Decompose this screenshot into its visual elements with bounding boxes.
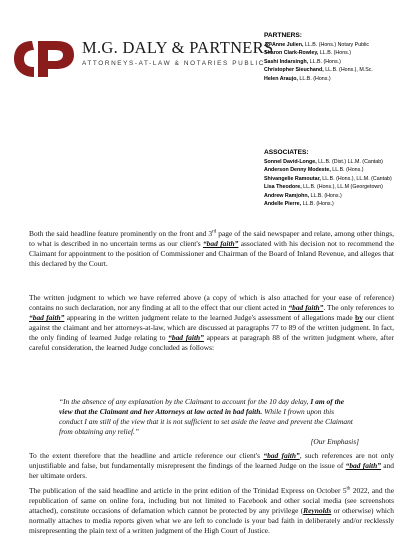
associate-entry (264, 158, 414, 166)
text-run: . The only references to (323, 303, 394, 313)
text-run: appearing in the written judgment relate to the learned Judge's assessment of allegations made (64, 313, 356, 323)
associate-credentials: LL.B. (Hons.), LL.M (Georgetown) (301, 184, 383, 191)
partner-name: Sharon Clark-Rowley, (264, 50, 319, 57)
firm-subtitle: ATTORNEYS-AT-LAW & NOTARIES PUBLIC (82, 60, 265, 67)
partner-entry (264, 66, 414, 74)
quote-line: While I frown upon this conduct I am still of the view that it is not sufficient to set aside the leave and prevent the Claimant from obtaining any relief.” (59, 407, 353, 437)
associate-name: Andrew Ramjohn, (264, 192, 310, 199)
associate-name: Sonnel David-Longe, (264, 159, 317, 165)
associate-credentials: LL.B. (Hons.) (301, 201, 334, 208)
text-run: 2022, and the republication of same on online fora, including but not limited to Facebook and other social media (see screenshots attached), constitute occasions of defamation which cannot be protected by any privilege ( (29, 486, 394, 516)
text-run: The publication of the said headline and article in the print edition of the Trinidad Express on October 5 (29, 486, 347, 495)
paragraph-headline (29, 229, 394, 269)
reynolds-privilege: Reynolds (303, 506, 332, 516)
judgment-quote (59, 397, 359, 447)
partners-heading: PARTNERS: (264, 32, 302, 39)
partner-name: Helen Araujo, (264, 75, 298, 82)
bad-faith-term: “bad faith” (263, 451, 300, 460)
ordinal-suffix: rd (212, 229, 217, 235)
firm-name: M.G. DALY & PARTNERS (82, 38, 274, 57)
partner-entry (264, 58, 414, 66)
our-emphasis-note: [Our Emphasis] (310, 437, 359, 447)
paragraph-extent (29, 451, 394, 481)
quote-line: “In the absence of any explanation by the Claimant to account for the 10 day delay, (59, 397, 309, 406)
partner-credentials: LL.B. (Hons.) (297, 75, 331, 82)
associates-heading: ASSOCIATES: (264, 149, 309, 156)
partner-credentials: LL.B. (Hons.) (308, 58, 341, 65)
text-run: or otherwise) which normally attaches to media reports given what we are left to conclude is your bad faith in deliberately and/or recklessly misrepresenting the plain text of a written judgment of the High Court of Justice. (29, 506, 394, 536)
text-run: , such references are not only unjustifiable and false, but fundamentally misrepresent the findings of the learned Judge on the issue of (29, 451, 394, 471)
associate-name: Shivangelie Ramoutar, (264, 175, 321, 182)
associate-name: Andelle Pierre, (264, 201, 302, 208)
text-run: The written judgment to which we have referred above (a copy of which is also attached for your ease of reference) contains no such declaration, nor any finding at all to the effect that our client acted in (29, 293, 394, 313)
text-run: To the extent therefore that the headline and article reference our client's (29, 451, 264, 460)
paragraph-judgment (29, 293, 394, 354)
associate-entry (264, 166, 414, 174)
associate-name: Anderson Denny Modeste, (264, 167, 331, 174)
text-run: our client against the claimant and her attorneys-at-law, which are discussed at paragraphs 77 to 89 of the written judgment. In fact, the only finding of learned Judge relating to (29, 313, 395, 343)
associate-name: Lisa Theodore, (264, 184, 302, 191)
bad-faith-term: “bad faith” (29, 313, 65, 323)
text-run: associated with his decision not to recommend the Claimant for appointment to the position of Commissioner and Chairman of the Board of Inland Revenue, and alleges that this declared by the Court. (29, 239, 394, 269)
firm-logo-icon (12, 33, 76, 81)
emphasis-by: by (355, 313, 363, 323)
partner-credentials: LL.B. (Hons.) (318, 50, 352, 57)
associate-credentials: LL.B. (Dist.) LL.M. (Cantab) (316, 159, 383, 165)
partners-list (264, 31, 414, 83)
associate-entry (264, 175, 414, 183)
partner-credentials: LL.B. (Hons.) Notary Public (303, 42, 370, 48)
partner-entry (264, 41, 414, 49)
associate-entry (264, 183, 414, 191)
associate-entry (264, 200, 414, 208)
partner-name: Jo-Anne Julien, (264, 42, 304, 48)
text-run: and her ultimate orders. (29, 461, 395, 481)
quote-emphasis: I am of the view that the Claimant and her Attorneys at law acted in bad faith. (59, 397, 345, 417)
bad-faith-term: “bad faith” (345, 461, 381, 471)
associate-credentials: LL.B. (Hons.) (330, 167, 364, 174)
bad-faith-term: “bad faith” (168, 333, 204, 343)
text-run: page of the said newspaper and relate, among other things, to what is described in no uncertain terms as our client's (29, 229, 394, 249)
paragraph-publication (29, 486, 394, 536)
associate-credentials: LL.B. (Hons.), LL.M. (Cantab) (320, 175, 392, 182)
partner-entry (264, 75, 414, 83)
partner-credentials: LL.B. (Hons.), M.Sc. (323, 67, 373, 74)
partner-name: Sashi Indarsingh, (264, 58, 309, 65)
bad-faith-term: “bad faith” (288, 303, 324, 313)
text-run: Both the said headline feature prominently on the front and 3 (29, 229, 213, 238)
bad-faith-term: “bad faith” (202, 239, 239, 249)
associates-list (264, 148, 414, 208)
text-run: appears at paragraph 88 of the written judgment where, after careful consideration, the learned Judge concluded as follows: (29, 333, 395, 353)
associate-entry (264, 192, 414, 200)
partner-name: Christopher Sieuchand, (264, 67, 324, 74)
ordinal-suffix: th (346, 486, 351, 492)
partner-entry (264, 49, 414, 57)
associate-credentials: LL.B. (Hons.) (309, 192, 342, 199)
